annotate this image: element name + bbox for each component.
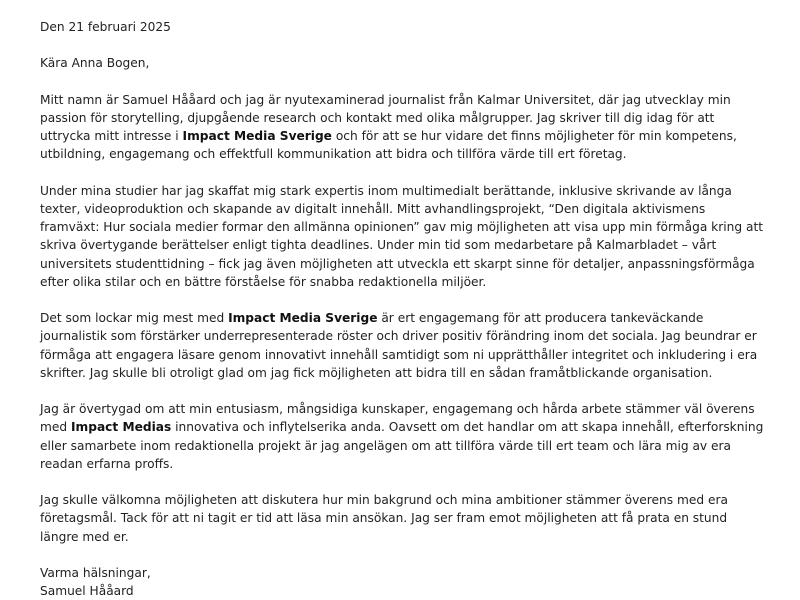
cover-letter xyxy=(40,18,765,600)
paragraph-text: och för att se hur vidare det finns möjligheter för min kompetens, utbildning, engagemang och effektfull kommunikation att bidra och tillföra värde till ert företag. xyxy=(40,129,737,162)
paragraph-intro xyxy=(40,91,765,164)
company-name: Impact Medias xyxy=(70,420,172,435)
company-name: Impact Media Sverige xyxy=(182,129,332,144)
letter-signature: Samuel Hååard xyxy=(40,584,134,599)
paragraph-text: Mitt namn är Samuel Hååard och jag är nyutexaminerad journalist från Kalmar Universitet, där jag utvecklay min passion för storytelling, djupgående research och kontakt med olika målgrupper. Jag skriver till dig idag för att uttrycka mitt intresse i xyxy=(40,92,731,144)
letter-closing: Varma hälsningar, xyxy=(40,565,151,580)
letter-greeting: Kära Anna Bogen, xyxy=(40,56,150,71)
paragraph-experience: Under mina studier har jag skaffat mig stark expertis inom multimedialt berättande, inklusive skrivande av långa texter, videoproduktion och skapande av digitalt innehåll. Mitt avhandlingsprojekt, “Den digitala aktivismens framväxt: Hur sociala medier formar den allmänna opinionen” gav mig möjligheten att visa upp min förmåga kring att skriva övertygande berättelser enligt tighta deadlines. Under min tid som medarbetare på Kalmarbladet – vårt universitets studenttidning – fick jag även möjligheten att utveckla ett skarpt sinne för detaljer, anpassningsförmåga efter olika stilar och en bättre förståelse för snabba redaktionella miljöer. xyxy=(40,183,763,289)
paragraph-closing: Jag skulle välkomna möjligheten att diskutera hur min bakgrund och mina ambitioner stämmer överens med era företagsmål. Tack för att ni tagit er tid att läsa min ansökan. Jag ser fram emot möjligheten att få prata en stund längre med er. xyxy=(40,493,728,544)
company-name: Impact Media Sverige xyxy=(228,311,378,326)
paragraph-motivation xyxy=(40,309,765,382)
paragraph-text: Jag är övertygad om att min entusiasm, mångsidiga kunskaper, engagemang och hårda arbete stämmer väl överens med xyxy=(40,402,755,435)
paragraph-text: innovativa och inflytelserika anda. Oavsett om det handlar om att skapa innehåll, efterforskning eller samarbete inom redaktionella projekt är jag angelägen om att tillföra värde till ert team och lära mig av era readan erfarna proffs. xyxy=(40,420,764,471)
letter-date: Den 21 februari 2025 xyxy=(40,20,171,34)
paragraph-fit xyxy=(40,400,765,473)
paragraph-text: är ert engagemang för att producera tankeväckande journalistik som förstärker underrepresenterade röster och driver positiv förändring inom det sociala. Jag beundrar er förmåga att engagera läsare genom innovativt innehåll samtidigt som ni upprätthåller integritet och inkludering i era skrifter. Jag skulle bli otroligt glad om jag fick möjligheten att bidra till en sådan framåtblickande organisation. xyxy=(40,311,758,380)
paragraph-text: Det som lockar mig mest med xyxy=(40,311,229,326)
